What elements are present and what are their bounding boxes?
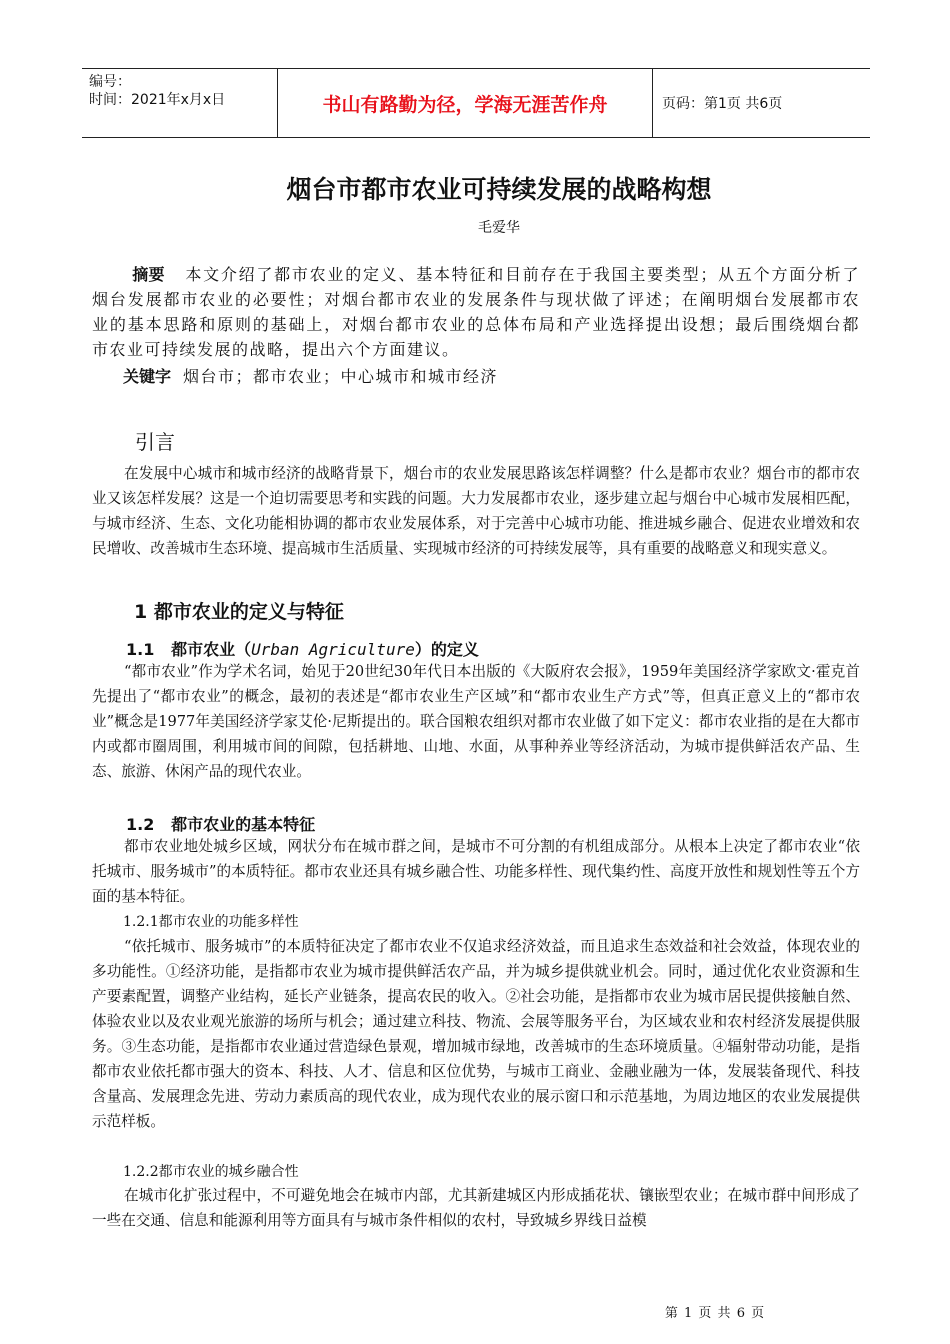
section-1-1-heading	[126, 637, 479, 660]
keywords	[123, 364, 498, 387]
document-title: 烟台市都市农业可持续发展的战略构想	[286, 175, 712, 204]
header-number: 编号：	[89, 74, 131, 90]
section-1-1-title-pre: 都市农业（	[171, 640, 252, 659]
section-1-1-title-post: ）的定义	[414, 640, 479, 659]
section-1-1-paragraph: “都市农业”作为学术名词，始见于20世纪30年代日本出版的《大阪府农会报》，1959年美国经济学家欧文·霍克首先提出了“都市农业”的概念，最初的表述是“都市农业生产区域”和“都市农业生产方式”等，但真正意义上的“都市农业”概念是1977年美国经济学家艾伦·尼斯提出的。联合国粮农组织对都市农业做了如下定义：都市农业指的是在大都市内或都市圈周围，利用城市间的间隙，包括耕地、山地、水面，从事种养业等经济活动，为城市提供鲜活农产品、生态、旅游、休闲产品的现代农业。	[92, 663, 860, 780]
intro-paragraph: 在发展中心城市和城市经济的战略背景下，烟台市的农业发展思路该怎样调整？什么是都市农业？烟台市的都市农业又该怎样发展？这是一个迫切需要思考和实践的问题。大力发展都市农业，逐步建立起与烟台中心城市发展相匹配，与城市经济、生态、文化功能相协调的都市农业发展体系，对于完善中心城市功能、推进城乡融合、促进农业增效和农民增收、改善城市生态环境、提高城市生活质量、实现城市经济的可持续发展等，具有重要的战略意义和现实意义。	[92, 465, 860, 557]
section-1-1-title-en: Urban Agriculture	[251, 640, 415, 659]
abstract	[92, 262, 860, 362]
header-motto: 书山有路勤为径，学海无涯苦作舟	[278, 69, 653, 137]
abstract-text: 本文介绍了都市农业的定义、基本特征和目前存在于我国主要类型；从五个方面分析了烟台发展都市农业的必要性；对烟台都市农业的发展条件与现状做了评述；在阐明烟台发展都市农业的基本思路和原则的基础上，对烟台都市农业的总体布局和产业选择提出设想；最后围绕烟台都市农业可持续发展的战略，提出六个方面建议。	[92, 265, 860, 359]
section-1-2-title: 都市农业的基本特征	[171, 815, 316, 834]
section-1-2-1-paragraph: “依托城市、服务城市”的本质特征决定了都市农业不仅追求经济效益，而且追求生态效益和社会效益，体现农业的多功能性。①经济功能，是指都市农业为城市提供鲜活农产品，并为城乡提供就业机会。同时，通过优化农业资源和生产要素配置，调整产业结构，延长产业链条，提高农民的收入。②社会功能，是指都市农业为城市居民提供接触自然、体验农业以及农业观光旅游的场所与机会；通过建立科技、物流、会展等服务平台，为区域农业和农村经济发展提供服务。③生态功能，是指都市农业通过营造绿色景观，增加城市绿地，改善城市的生态环境质量。④辐射带动功能，是指都市农业依托都市强大的资本、科技、人才、信息和区位优势，与城市工商业、金融业融为一体，发展装备现代、科技含量高、发展理念先进、劳动力素质高的现代农业，成为现代农业的展示窗口和示范基地，为周边地区的农业发展提供示范样板。	[92, 938, 860, 1130]
keywords-label: 关键字	[123, 367, 172, 386]
header-page-info: 页码：第1页 共6页	[662, 96, 783, 112]
document-author: 毛爱华	[478, 220, 520, 236]
section-1-2-number: 1.2	[126, 815, 155, 834]
section-1-2-2-heading: 1.2.2都市农业的城乡融合性	[123, 1164, 299, 1180]
abstract-label: 摘要	[132, 265, 165, 284]
header-time: 时间：2021年x月x日	[89, 92, 226, 108]
section-1-2-paragraph: 都市农业地处城乡区域，网状分布在城市群之间，是城市不可分割的有机组成部分。从根本上决定了都市农业“依托城市、服务城市”的本质特征。都市农业还具有城乡融合性、功能多样性、现代集约性、高度开放性和规划性等五个方面的基本特征。	[92, 838, 860, 905]
section-1-2-1-heading: 1.2.1都市农业的功能多样性	[123, 914, 299, 930]
keywords-text: 烟台市；都市农业；中心城市和城市经济	[183, 367, 499, 386]
page-header-table	[82, 68, 870, 138]
intro-heading: 引言	[135, 430, 175, 454]
section-1-1-number: 1.1	[126, 640, 155, 659]
section-1-2-2-paragraph: 在城市化扩张过程中，不可避免地会在城市内部，尤其新建城区内形成插花状、镶嵌型农业；在城市群中间形成了一些在交通、信息和能源利用等方面具有与城市条件相似的农村，导致城乡界线日益模	[92, 1187, 860, 1229]
page-footer: 第 1 页 共 6 页	[664, 1306, 766, 1321]
section-1-heading: 1 都市农业的定义与特征	[134, 601, 344, 623]
section-1-2-heading	[126, 812, 315, 835]
header-meta-cell	[82, 69, 278, 137]
